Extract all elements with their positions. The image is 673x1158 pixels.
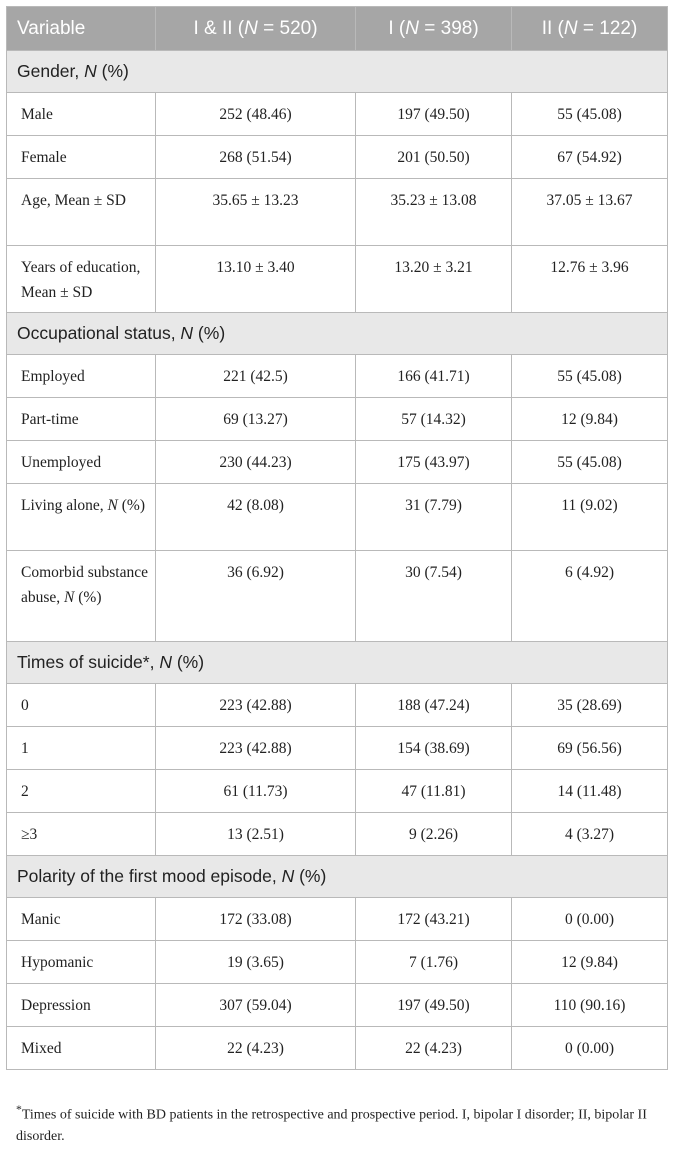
header-total: I & II (N = 520) (156, 7, 356, 51)
section-row-suicide (7, 642, 668, 684)
cell-bipolar-2: 55 (45.08) (512, 441, 668, 484)
table-footnote (6, 1099, 667, 1147)
section-row-occupation (7, 313, 668, 355)
row-label: Comorbid substance abuse, N (%) (7, 551, 156, 642)
row-label: Living alone, N (%) (7, 484, 156, 551)
cell-bipolar-1: 47 (11.81) (356, 770, 512, 813)
cell-total: 19 (3.65) (156, 941, 356, 984)
cell-bipolar-1: 201 (50.50) (356, 136, 512, 179)
cell-bipolar-2: 110 (90.16) (512, 984, 668, 1027)
cell-bipolar-2: 12 (9.84) (512, 398, 668, 441)
section-label: Times of suicide*, N (%) (7, 642, 668, 684)
row-label: Unemployed (7, 441, 156, 484)
table-row (7, 179, 668, 246)
cell-total: 36 (6.92) (156, 551, 356, 642)
cell-total: 252 (48.46) (156, 93, 356, 136)
row-label: Hypomanic (7, 941, 156, 984)
cell-bipolar-2: 35 (28.69) (512, 684, 668, 727)
table-row (7, 355, 668, 398)
row-label: Female (7, 136, 156, 179)
cell-bipolar-2: 12 (9.84) (512, 941, 668, 984)
cell-total: 223 (42.88) (156, 684, 356, 727)
cell-bipolar-1: 35.23 ± 13.08 (356, 179, 512, 246)
cell-bipolar-2: 0 (0.00) (512, 1027, 668, 1070)
cell-bipolar-1: 197 (49.50) (356, 984, 512, 1027)
cell-total: 223 (42.88) (156, 727, 356, 770)
table-row (7, 246, 668, 313)
row-label: 0 (7, 684, 156, 727)
cell-bipolar-2: 11 (9.02) (512, 484, 668, 551)
cell-bipolar-2: 69 (56.56) (512, 727, 668, 770)
row-label: ≥3 (7, 813, 156, 856)
table-row (7, 93, 668, 136)
footnote-text: Times of suicide with BD patients in the retrospective and prospective period. I, bipolar I disorder; II, bipolar II disorder. (16, 1107, 647, 1144)
row-label: 1 (7, 727, 156, 770)
cell-bipolar-2: 37.05 ± 13.67 (512, 179, 668, 246)
cell-bipolar-1: 30 (7.54) (356, 551, 512, 642)
row-label: Part-time (7, 398, 156, 441)
table-row (7, 727, 668, 770)
row-label: Mixed (7, 1027, 156, 1070)
table-row (7, 551, 668, 642)
row-label: Age, Mean ± SD (7, 179, 156, 246)
section-row-gender (7, 51, 668, 93)
table-row (7, 770, 668, 813)
cell-total: 13 (2.51) (156, 813, 356, 856)
cell-total: 22 (4.23) (156, 1027, 356, 1070)
cell-bipolar-2: 6 (4.92) (512, 551, 668, 642)
header-bipolar-2: II (N = 122) (512, 7, 668, 51)
cell-total: 69 (13.27) (156, 398, 356, 441)
cell-bipolar-1: 154 (38.69) (356, 727, 512, 770)
cell-total: 230 (44.23) (156, 441, 356, 484)
row-label: 2 (7, 770, 156, 813)
table-row (7, 813, 668, 856)
table-row (7, 898, 668, 941)
cell-bipolar-2: 0 (0.00) (512, 898, 668, 941)
table-row (7, 484, 668, 551)
table-row (7, 1027, 668, 1070)
table-row (7, 941, 668, 984)
table-row (7, 398, 668, 441)
table-row (7, 136, 668, 179)
cell-bipolar-1: 175 (43.97) (356, 441, 512, 484)
table-container (6, 6, 667, 1070)
footnote-marker: * (16, 1103, 22, 1116)
cell-bipolar-1: 166 (41.71) (356, 355, 512, 398)
row-label: Years of education, Mean ± SD (7, 246, 156, 313)
table-row (7, 984, 668, 1027)
cell-total: 172 (33.08) (156, 898, 356, 941)
cell-total: 307 (59.04) (156, 984, 356, 1027)
cell-bipolar-1: 22 (4.23) (356, 1027, 512, 1070)
section-row-polarity (7, 856, 668, 898)
cell-bipolar-2: 55 (45.08) (512, 93, 668, 136)
row-label: Employed (7, 355, 156, 398)
cell-bipolar-1: 172 (43.21) (356, 898, 512, 941)
row-label: Male (7, 93, 156, 136)
cell-total: 13.10 ± 3.40 (156, 246, 356, 313)
header-row (7, 7, 668, 51)
cell-bipolar-2: 12.76 ± 3.96 (512, 246, 668, 313)
cell-bipolar-1: 188 (47.24) (356, 684, 512, 727)
section-label: Gender, N (%) (7, 51, 668, 93)
row-label: Depression (7, 984, 156, 1027)
cell-bipolar-1: 197 (49.50) (356, 93, 512, 136)
demographics-table (6, 6, 668, 1070)
header-bipolar-1: I (N = 398) (356, 7, 512, 51)
cell-bipolar-2: 4 (3.27) (512, 813, 668, 856)
cell-total: 221 (42.5) (156, 355, 356, 398)
cell-total: 268 (51.54) (156, 136, 356, 179)
section-label: Occupational status, N (%) (7, 313, 668, 355)
cell-bipolar-2: 55 (45.08) (512, 355, 668, 398)
section-label: Polarity of the first mood episode, N (%) (7, 856, 668, 898)
cell-bipolar-1: 57 (14.32) (356, 398, 512, 441)
cell-bipolar-2: 67 (54.92) (512, 136, 668, 179)
cell-total: 61 (11.73) (156, 770, 356, 813)
cell-total: 35.65 ± 13.23 (156, 179, 356, 246)
cell-bipolar-1: 7 (1.76) (356, 941, 512, 984)
cell-bipolar-1: 13.20 ± 3.21 (356, 246, 512, 313)
table-row (7, 441, 668, 484)
header-variable: Variable (7, 7, 156, 51)
row-label: Manic (7, 898, 156, 941)
cell-bipolar-1: 31 (7.79) (356, 484, 512, 551)
cell-bipolar-1: 9 (2.26) (356, 813, 512, 856)
table-row (7, 684, 668, 727)
cell-bipolar-2: 14 (11.48) (512, 770, 668, 813)
cell-total: 42 (8.08) (156, 484, 356, 551)
